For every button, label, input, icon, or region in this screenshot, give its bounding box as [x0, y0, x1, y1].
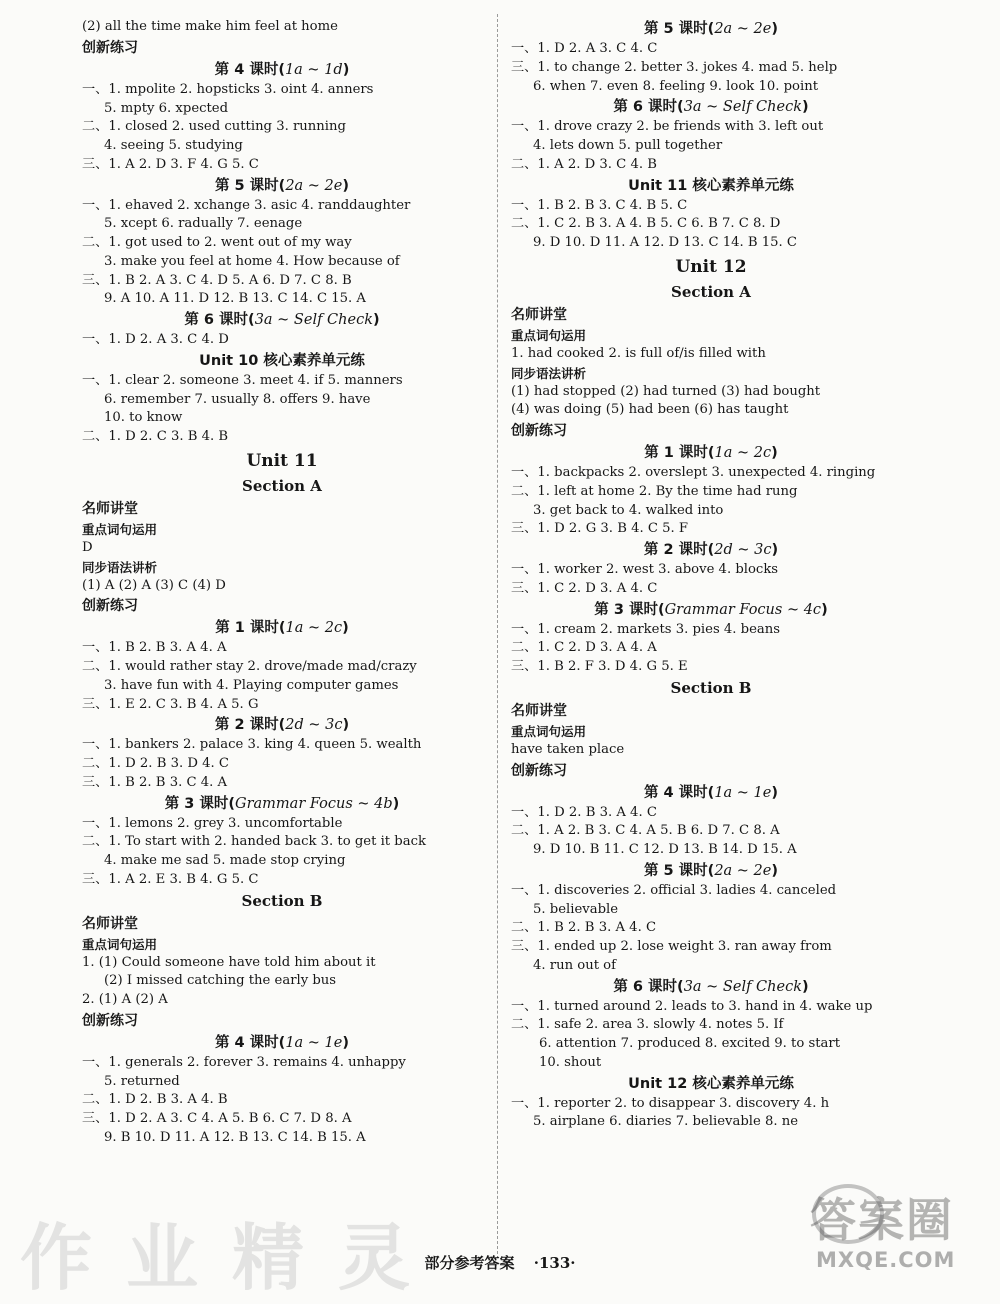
answer-line: 5. xcept 6. radually 7. eenage	[104, 216, 303, 232]
lesson-heading-label: Unit 12 核心素养单元练	[628, 1075, 794, 1092]
section-title: Section A	[242, 476, 322, 495]
lesson-heading-label: 第 6 课时(	[184, 312, 255, 328]
answer-line: 二、1. safe 2. area 3. slowly 4. notes 5. If	[511, 1017, 784, 1033]
lesson-heading	[82, 617, 482, 639]
answer-line: 一、1. bankers 2. palace 3. king 4. queen 5. wealth	[82, 737, 422, 753]
answer-line: 一、1. B 2. B 3. C 4. B 5. C	[511, 197, 688, 213]
lesson-heading-range: Grammar Focus ~ 4c	[664, 601, 822, 618]
lesson-heading-range: 2d ~ 3c	[285, 717, 343, 734]
lesson-heading-range: 2a ~ 2e	[285, 177, 343, 194]
answer-line: 二、1. C 2. B 3. A 4. B 5. C 6. B 7. C 8. D	[511, 216, 781, 232]
section-label: 创新练习	[511, 762, 567, 779]
answer-line: 2. (1) A (2) A	[82, 992, 168, 1007]
lesson-heading-close: )	[342, 177, 349, 194]
lesson-heading	[511, 442, 911, 464]
answer-line: 二、1. B 2. B 3. A 4. C	[511, 920, 657, 936]
lesson-heading-close: )	[771, 784, 778, 801]
answer-line: 一、1. generals 2. forever 3. remains 4. unhappy	[82, 1054, 406, 1070]
lesson-heading	[511, 1073, 911, 1095]
answer-line: 3. have fun with 4. Playing computer games	[104, 677, 399, 693]
subsection-label: 重点词句运用	[511, 327, 587, 343]
lesson-heading-label: 第 1 课时(	[644, 445, 715, 461]
lesson-heading-close: )	[342, 61, 350, 78]
answer-line: 二、1. D 2. C 3. B 4. B	[82, 429, 229, 444]
lesson-heading	[511, 18, 911, 40]
lesson-heading-range: 3a ~ Self Check	[254, 312, 373, 328]
lesson-heading	[82, 59, 482, 81]
section-label: 名师讲堂	[511, 702, 567, 719]
answer-line: 二、1. A 2. B 3. C 4. A 5. B 6. D 7. C 8. A	[511, 823, 780, 839]
answer-line: 二、1. left at home 2. By the time had rung	[511, 483, 798, 499]
lesson-heading	[82, 309, 482, 331]
lesson-heading-close: )	[342, 1034, 349, 1051]
lesson-heading-label: 第 5 课时(	[644, 21, 715, 37]
lesson-heading-close: )	[771, 862, 778, 879]
answer-line: 二、1. D 2. B 3. D 4. C	[82, 756, 229, 771]
right-column	[511, 18, 911, 1132]
subsection-label: 同步语法讲析	[82, 559, 158, 575]
lesson-heading-label: 第 6 课时(	[613, 99, 684, 116]
footer-title: 部分参考答案	[424, 1254, 515, 1272]
unit-title: Unit 11	[246, 450, 318, 471]
lesson-heading-label: 第 4 课时(	[214, 61, 285, 78]
answer-line: (1) had stopped (2) had turned (3) had bought	[511, 383, 821, 399]
lesson-heading	[82, 793, 482, 815]
answer-line: 二、1. closed 2. used cutting 3. running	[82, 119, 346, 135]
lesson-heading-label: 第 5 课时(	[644, 862, 715, 879]
answer-line: 一、1. ehaved 2. xchange 3. asic 4. randdaughter	[82, 197, 411, 213]
lesson-heading-range: 1a ~ 2c	[714, 445, 772, 461]
page-footer	[0, 1252, 1000, 1273]
answer-line: 三、1. to change 2. better 3. jokes 4. mad 5. help	[511, 59, 838, 75]
answer-line: 10. to know	[104, 410, 183, 426]
answer-line: 二、1. would rather stay 2. drove/made mad/crazy	[82, 659, 417, 674]
answer-line: 二、1. To start with 2. handed back 3. to get it back	[82, 834, 426, 850]
answer-line: 三、1. D 2. A 3. C 4. A 5. B 6. C 7. D 8. A	[82, 1111, 352, 1126]
answer-line: 5. airplane 6. diaries 7. believable 8. ne	[533, 1114, 799, 1130]
answer-line: 二、1. C 2. D 3. A 4. A	[511, 640, 657, 656]
lesson-heading	[511, 860, 911, 882]
answer-line: 二、1. A 2. D 3. C 4. B	[511, 156, 657, 172]
answer-line: 10. shout	[539, 1054, 602, 1070]
answer-line: 4. seeing 5. studying	[104, 138, 243, 153]
lesson-heading	[82, 175, 482, 197]
answer-line: 一、1. discoveries 2. official 3. ladies 4. canceled	[511, 882, 837, 898]
answer-line: 4. lets down 5. pull together	[533, 138, 723, 153]
lesson-heading-label: 第 3 课时(	[164, 795, 236, 812]
lesson-heading-range: 2a ~ 2e	[714, 862, 772, 879]
lesson-heading-close: )	[801, 99, 809, 116]
answer-line: 三、1. D 2. G 3. B 4. C 5. F	[511, 521, 689, 537]
lesson-heading-range: 1a ~ 1d	[284, 61, 343, 78]
lesson-heading	[82, 714, 482, 736]
answer-line: 三、1. ended up 2. lose weight 3. ran away from	[511, 939, 832, 954]
section-label: 创新练习	[511, 423, 567, 439]
section-label: 创新练习	[82, 1012, 138, 1029]
lesson-heading-range: 2d ~ 3c	[714, 542, 772, 558]
logo-url: MXQE.COM	[816, 1248, 956, 1272]
answer-line: 5. returned	[104, 1073, 180, 1089]
page-number: ·133·	[533, 1254, 576, 1272]
lesson-heading-range: Grammar Focus ~ 4b	[235, 795, 393, 812]
subsection-label: 同步语法讲析	[511, 365, 587, 381]
lesson-heading	[511, 976, 911, 998]
lesson-heading	[82, 350, 482, 372]
lesson-heading-close: )	[771, 542, 779, 558]
answer-line: 一、1. turned around 2. leads to 3. hand in 4. wake up	[511, 998, 873, 1014]
answer-line: 三、1. B 2. F 3. D 4. G 5. E	[511, 659, 688, 674]
lesson-heading-label: 第 1 课时(	[215, 620, 286, 637]
lesson-heading-label: 第 3 课时(	[594, 601, 665, 618]
answer-line: 三、1. E 2. C 3. B 4. A 5. G	[82, 696, 259, 712]
section-label: 创新练习	[82, 598, 138, 615]
subsection-label: 重点词句运用	[82, 936, 158, 952]
answer-line: 一、1. B 2. B 3. A 4. A	[82, 640, 227, 656]
answer-line: 三、1. C 2. D 3. A 4. C	[511, 580, 658, 596]
answer-line: 一、1. lemons 2. grey 3. uncomfortable	[82, 815, 343, 831]
section-label: 名师讲堂	[511, 306, 567, 323]
answer-line: 一、1. cream 2. markets 3. pies 4. beans	[511, 621, 781, 637]
lesson-heading-close: )	[342, 717, 350, 734]
answer-line: (1) A (2) A (3) C (4) D	[82, 577, 226, 593]
answer-line: 一、1. D 2. B 3. A 4. C	[511, 804, 657, 820]
answer-line: 一、1. backpacks 2. overslept 3. unexpected 4. ringing	[511, 465, 876, 480]
lesson-heading	[511, 539, 911, 561]
answer-line: 三、1. B 2. B 3. C 4. A	[82, 774, 228, 790]
lesson-heading-label: 第 4 课时(	[215, 1034, 286, 1051]
lesson-heading-close: )	[372, 312, 380, 328]
lesson-heading-range: 2a ~ 2e	[714, 21, 772, 37]
lesson-heading-label: Unit 10 核心素养单元练	[199, 352, 365, 369]
answer-line: 9. A 10. A 11. D 12. B 13. C 14. C 15. A	[104, 291, 366, 307]
subsection-label: 重点词句运用	[511, 723, 587, 739]
unit-title: Unit 12	[675, 256, 747, 277]
lesson-heading-close: )	[771, 21, 778, 37]
lesson-heading-close: )	[392, 795, 400, 812]
answer-line: 9. B 10. D 11. A 12. B 13. C 14. B 15. A	[104, 1129, 366, 1145]
lesson-heading-label: 第 2 课时(	[643, 542, 715, 558]
answer-line: (4) was doing (5) had been (6) has taught	[511, 402, 789, 418]
section-label: 创新练习	[82, 39, 138, 56]
answer-line: 5. believable	[533, 901, 619, 917]
lesson-heading-label: 第 4 课时(	[644, 784, 715, 801]
answer-line: 1. had cooked 2. is full of/is filled with	[511, 345, 766, 361]
answer-line: 二、1. got used to 2. went out of my way	[82, 235, 352, 250]
lesson-heading-range: 3a ~ Self Check	[683, 978, 802, 995]
answer-line: 一、1. drove crazy 2. be friends with 3. left out	[511, 119, 824, 135]
lesson-heading-label: Unit 11 核心素养单元练	[628, 177, 794, 194]
subsection-label: 重点词句运用	[82, 521, 158, 537]
answer-line: 4. make me sad 5. made stop crying	[104, 853, 346, 868]
answer-line: 6. attention 7. produced 8. excited 9. to start	[539, 1036, 840, 1051]
answer-line: D	[82, 539, 93, 555]
lesson-heading-range: 1a ~ 1e	[714, 784, 772, 801]
lesson-heading-close: )	[771, 445, 778, 461]
lesson-heading	[511, 599, 911, 621]
watermark-text: 作业精灵	[20, 1216, 445, 1300]
lesson-heading-close: )	[342, 620, 349, 637]
lesson-heading-close: )	[821, 601, 828, 618]
answer-line: 二、1. D 2. B 3. A 4. B	[82, 1092, 228, 1108]
section-label: 名师讲堂	[82, 915, 138, 932]
left-column	[82, 18, 482, 1148]
section-title: Section B	[670, 678, 752, 697]
answer-line: (2) I missed catching the early bus	[104, 973, 337, 989]
answer-line: 5. mpty 6. xpected	[104, 100, 229, 116]
section-title: Section B	[241, 891, 323, 910]
answer-line: 一、1. clear 2. someone 3. meet 4. if 5. manners	[82, 372, 403, 388]
answer-line: 6. when 7. even 8. feeling 9. look 10. point	[533, 78, 818, 94]
answer-line: (2) all the time make him feel at home	[82, 19, 338, 34]
lesson-heading	[511, 175, 911, 197]
lesson-heading-range: 1a ~ 1e	[285, 1034, 343, 1051]
section-title: Section A	[671, 282, 751, 301]
answer-line: 3. get back to 4. walked into	[533, 502, 724, 518]
lesson-heading-range: 1a ~ 2c	[285, 620, 343, 637]
answer-line: 9. D 10. D 11. A 12. D 13. C 14. B 15. C	[533, 235, 798, 250]
answer-line: 3. make you feel at home 4. How because of	[104, 253, 400, 269]
answer-line: 4. run out of	[533, 957, 617, 973]
column-divider	[497, 14, 498, 1254]
lesson-heading	[511, 96, 911, 118]
answer-line: 一、1. reporter 2. to disappear 3. discovery 4. h	[511, 1095, 830, 1111]
answer-line: 一、1. mpolite 2. hopsticks 3. oint 4. anners	[82, 81, 374, 97]
answer-line: 三、1. B 2. A 3. C 4. D 5. A 6. D 7. C 8. B	[82, 272, 352, 288]
section-label: 名师讲堂	[82, 500, 138, 517]
answer-line: 1. (1) Could someone have told him about it	[82, 954, 376, 970]
logo-text: 答案圈	[810, 1193, 954, 1247]
answer-line: 6. remember 7. usually 8. offers 9. have	[104, 391, 371, 407]
answer-line: 一、1. worker 2. west 3. above 4. blocks	[511, 562, 779, 577]
lesson-heading-close: )	[801, 978, 809, 995]
answer-line: have taken place	[511, 741, 625, 757]
lesson-heading-label: 第 2 课时(	[214, 717, 286, 734]
answer-line: 三、1. A 2. E 3. B 4. G 5. C	[82, 871, 259, 887]
lesson-heading-label: 第 6 课时(	[613, 978, 684, 995]
answer-line: 三、1. A 2. D 3. F 4. G 5. C	[82, 156, 259, 172]
lesson-heading-label: 第 5 课时(	[215, 177, 286, 194]
answer-line: 一、1. D 2. A 3. C 4. C	[511, 41, 658, 56]
answer-line: 一、1. D 2. A 3. C 4. D	[82, 332, 229, 347]
lesson-heading	[511, 782, 911, 804]
lesson-heading-range: 3a ~ Self Check	[683, 99, 802, 116]
lesson-heading	[82, 1032, 482, 1054]
answer-line: 9. D 10. B 11. C 12. D 13. B 14. D 15. A	[533, 842, 797, 857]
